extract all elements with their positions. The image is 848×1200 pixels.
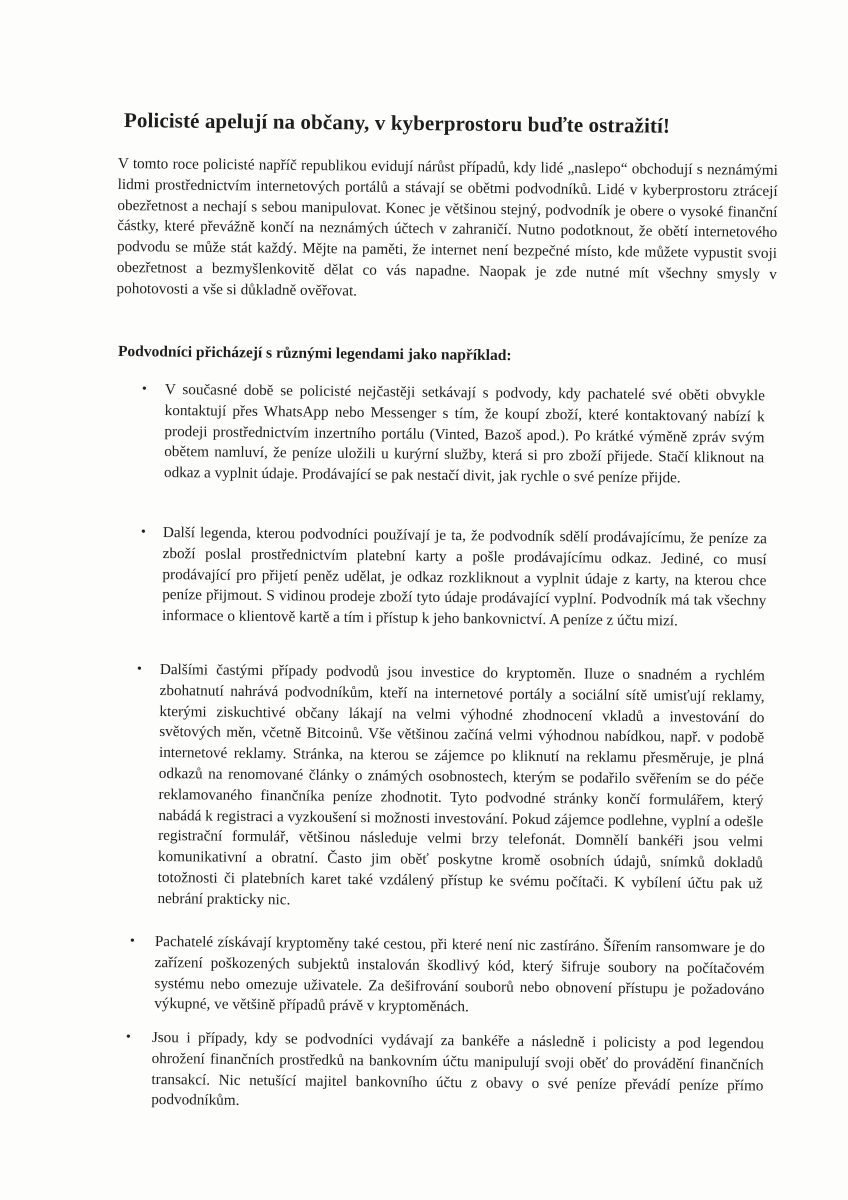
list-item [140,523,767,633]
bullet-icon: • [125,1029,131,1045]
list-item [129,932,765,1022]
list-item [141,380,765,490]
bullet-icon: • [129,933,135,949]
bullet-icon: • [141,381,147,397]
section-heading: Podvodníci přicházejí s různými legendami jako například: [117,343,512,365]
list-item-text: V současné době se policisté nejčastěji setkávají s podvody, kdy pachatelé své oběti obvykle kontaktují přes WhatsApp nebo Messenger s tím, že koupí zboží, které kontaktovaný nabízí k prodeji prostřednictvím inzertního portálu (Vinted, Bazoš apod.). Po krátké výměně zpráv svým obětem namluví, že peníze uložili u kurýrní služby, která si pro zboží přijede. Stačí kliknout na odkaz a vyplnit údaje. Prodávající se pak nestačí divit, jak rychle o své peníze přijde. [163,380,765,487]
list-item-text: Další legenda, kterou podvodníci používají je ta, že podvodník sdělí prodávajícímu, že peníze za zboží poslal prostřednictvím platební karty a pošle prodávajícímu odkaz. Jediné, co musí prodávající pro přijetí peněz udělat, je odkaz rozkliknout a vyplnit údaje z karty, na kterou chce peníze přijmout. S vidinou prodeje zboží tyto údaje prodávající vyplní. Podvodník má tak všechny informace o klientově kartě a tím i přístup k jeho bankovnictví. A peníze z účtu mizí. [161,523,767,630]
document-title: Policisté apelují na občany, v kyberprostoru buďte ostražití! [123,108,671,138]
list-item-text: Jsou i případy, kdy se podvodníci vydávají za bankéře a následně i policisty a pod legendou ohrožení finančních prostředků na bankovním účtu manipulují svoji oběť do provádění finančních transakcí. Nic netušící majitel bankovního účtu z obavy o své peníze převádí peníze přímo podvodníkům. [151,1029,764,1110]
bullet-icon: • [136,661,142,677]
intro-paragraph: V tomto roce policisté napříč republikou evidují nárůst případů, kdy lidé „naslepo“ obchodují s neznámými lidmi prostřednictvím internetových portálů a stávají se obětmi podvodníků. Lidé v kyberprostoru ztrácejí obezřetnost a nechají s sebou manipulovat. Konec je většinou stejný, podvodník je obere o vysoké finanční částky, které převážně končí na neznámých účtech v zahraničí. Nutno podotknout, že obětí internetového podvodu se může stát každý. Mějte na paměti, že internet není bezpečné místo, kde můžete vypustit svoji obezřetnost a bezmyšlenkovitě dělat co vás napadne. Naopak je zde nutné mít všechny smysly v pohotovosti a vše si důkladně ověřovat. [116,154,778,300]
list-item-text: Dalšími častými případy podvodů jsou investice do kryptoměn. Iluze o snadném a rychlém zbohatnutí nahrává podvodníkům, kteří na internetové portály a sociální sítě umisťují reklamy, kterými ziskuchtivé občany lákají na velmi výhodné zhodnocení vkladů a investování do světových měn, včetně Bitcoinů. Vše většinou začíná velmi výhodnou nabídkou, např. v podobě internetové reklamy. Stránka, na kterou se zájemce po kliknutí na reklamu přesměruje, je plná odkazů na renomované články o známých osobnostech, kterým se podařilo svěřením se do péče reklamovaného finančníka peníze zhodnotit. Tyto podvodné stránky končí formulářem, který nabádá k registraci a vyzkoušení si možnosti investování. Pokud zájemce podlehne, vyplní a odešle registrační formulář, většinou následuje velmi brzy telefonát. Domnělí bankéři jsou velmi komunikativní a obratní. Často jim oběť poskytne kromě osobních údajů, snímků dokladů totožnosti či platebních karet také vzdálený přístup ke svému počítači. K vybílení účtu pak už nebrání prakticky nic. [157,660,765,909]
bullet-icon: • [140,524,146,540]
list-item [136,660,765,916]
list-item-text: Pachatelé získávají kryptoměny také cestou, při které není nic zastíráno. Šířením ransomware je do zařízení poškozených subjektů instalován škodlivý kód, který šifruje soubory na počítačovém systému nebo omezuje uživatele. Za dešifrování souborů nebo obnovení přístupu je požadováno výkupné, ve většině případů právě v kryptoměnách. [154,932,765,1016]
list-item [125,1028,764,1118]
